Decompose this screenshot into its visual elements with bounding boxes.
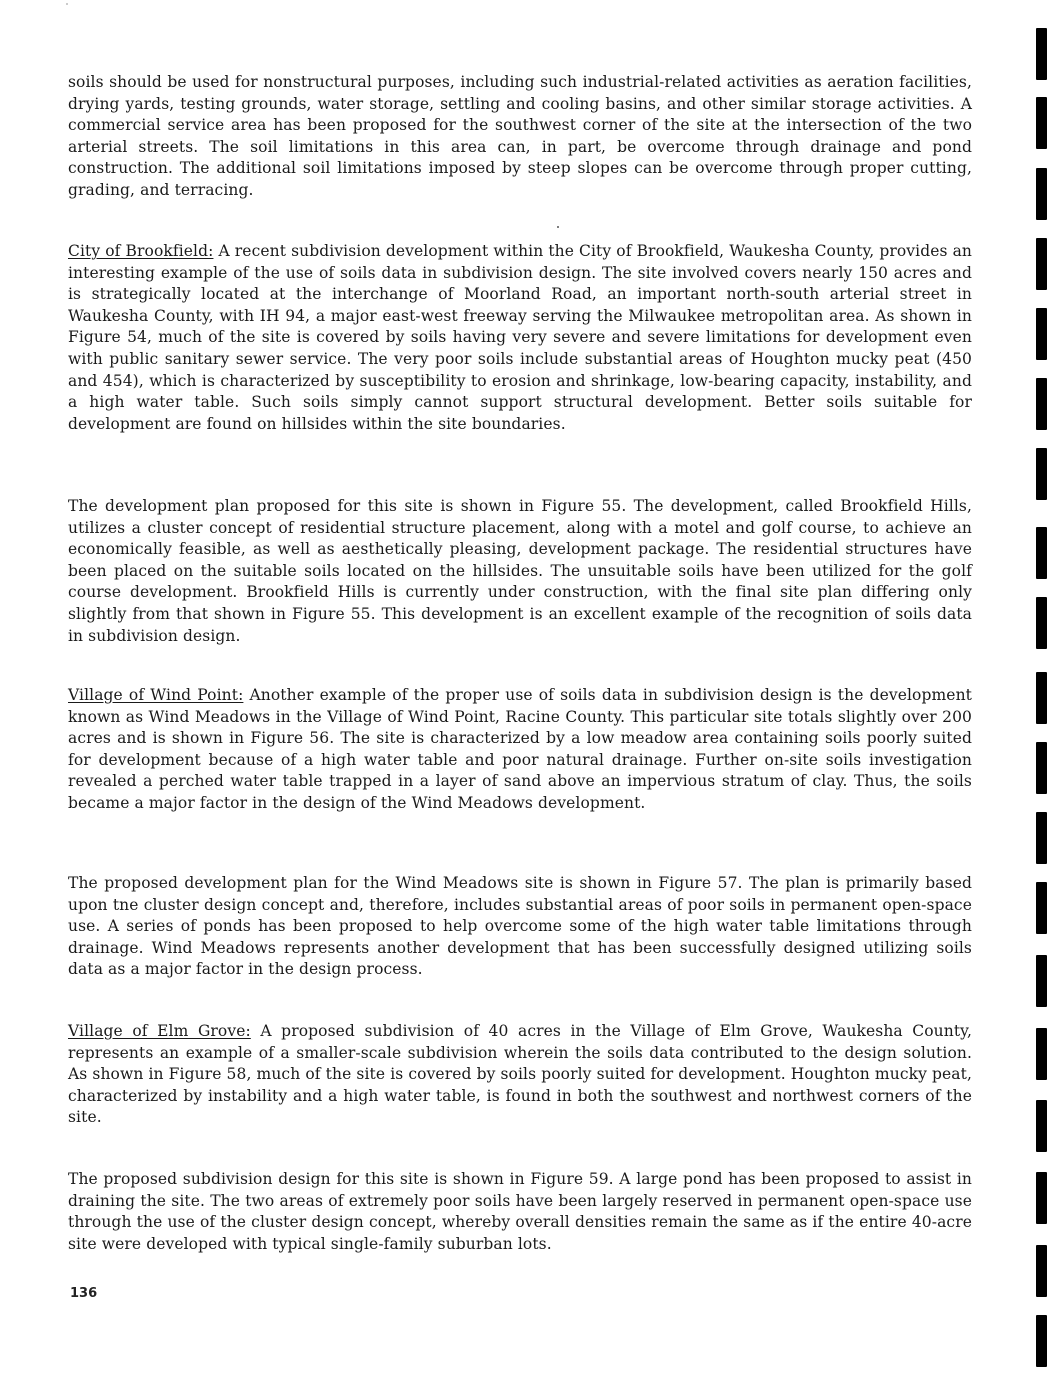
section-heading-brookfield: City of Brookfield:: [68, 242, 214, 260]
paragraph-text: A proposed subdivision of 40 acres in the Village of Elm Grove, Waukesha County, represents an example of a smaller-scale subdivision wherein the soils data contributed to the design solution. As shown in Figure 58, much of the site is covered by soils poorly suited for development. Houghton mucky peat, characterized by instability and a high water table, is found in both the southwest and northwest corners of the site.: [68, 1022, 973, 1127]
edge-mark: [1036, 672, 1047, 724]
edge-mark: [1036, 448, 1047, 500]
edge-mark: [1036, 1245, 1047, 1297]
paragraph-elm-grove: [68, 1021, 972, 1129]
edge-mark: [1036, 238, 1047, 290]
edge-mark: [1036, 1315, 1047, 1367]
edge-mark: [1036, 378, 1047, 430]
paragraph-intro: [68, 72, 972, 202]
edge-mark: [1036, 527, 1047, 579]
paragraph-text: soils should be used for nonstructural purposes, including such industrial-related activities as aeration facilities, drying yards, testing grounds, water storage, settling and cooling basins, and other similar storage activities. A commercial service area has been proposed for the southwest corner of the site at the intersection of the two arterial streets. The soil limitations in this area can, in part, be overcome through drainage and pond construction. The additional soil limitations imposed by steep slopes can be overcome through proper cutting, grading, and terracing.: [68, 73, 972, 199]
paragraph-brookfield: [68, 241, 972, 435]
section-heading-wind-point: Village of Wind Point:: [68, 686, 244, 704]
section-heading-elm-grove: Village of Elm Grove:: [68, 1022, 251, 1040]
paragraph-text: The proposed subdivision design for this site is shown in Figure 59. A large pond has been proposed to assist in draining the site. The two areas of extremely poor soils have been largely reserved in permanent open-space use through the use of the cluster design concept, whereby overall densities remain the same as if the entire 40-acre site were developed with typical single-family suburban lots.: [68, 1170, 972, 1253]
edge-mark: [1036, 812, 1047, 864]
edge-mark: [1036, 1172, 1047, 1224]
edge-mark: [1036, 955, 1047, 1007]
paragraph-wind-point: [68, 685, 972, 815]
edge-mark: [1036, 742, 1047, 794]
paragraph-brookfield-plan: [68, 496, 972, 647]
page-number: 136: [70, 1286, 98, 1301]
paragraph-elm-grove-plan: [68, 1169, 972, 1255]
paragraph-text: The proposed development plan for the Wind Meadows site is shown in Figure 57. The plan is primarily based upon tne cluster design concept and, therefore, includes substantial areas of poor soils in permanent open-space use. A series of ponds has been proposed to help overcome some of the high water table limitations through drainage. Wind Meadows represents another development that has been successfully designed utilizing soils data as a major factor in the design process.: [68, 874, 972, 979]
paragraph-text: A recent subdivision development within the City of Brookfield, Waukesha County, provides an interesting example of the use of soils data in subdivision design. The site involved covers nearly 150 acres and is strategically located at the interchange of Moorland Road, an important north-south arterial street in Waukesha County, with IH 94, a major east-west freeway serving the Milwaukee metropolitan area. As shown in Figure 54, much of the site is covered by soils having very severe and severe limitations for development even with public sanitary sewer service. The very poor soils include substantial areas of Houghton mucky peat (450 and 454), which is characterized by susceptibility to erosion and shrinkage, low-bearing capacity, instability, and a high water table. Such soils simply cannot support structural development. Better soils suitable for development are found on hillsides within the site boundaries.: [68, 242, 973, 433]
scan-speck: [557, 226, 559, 228]
paragraph-text: Another example of the proper use of soils data in subdivision design is the development known as Wind Meadows in the Village of Wind Point, Racine County. This particular site totals slightly over 200 acres and is shown in Figure 56. The site is characterized by a low meadow area containing soils poorly suited for development because of a high water table and poor natural drainage. Further on-site soils investigation revealed a perched water table trapped in a layer of sand above an impervious stratum of clay. Thus, the soils became a major factor in the design of the Wind Meadows development.: [68, 686, 972, 812]
edge-mark: [1036, 97, 1047, 149]
paragraph-wind-point-plan: [68, 873, 972, 981]
edge-mark: [1036, 882, 1047, 934]
edge-mark: [1036, 597, 1047, 649]
edge-mark: [1036, 168, 1047, 220]
edge-mark: [1036, 308, 1047, 360]
paragraph-text: The development plan proposed for this site is shown in Figure 55. The development, called Brookfield Hills, utilizes a cluster concept of residential structure placement, along with a motel and golf course, to achieve an economically feasible, as well as aesthetically pleasing, development package. The residential structures have been placed on the suitable soils located on the hillsides. The unsuitable soils have been utilized for the golf course development. Brookfield Hills is currently under construction, with the final site plan differing only slightly from that shown in Figure 55. This development is an excellent example of the recognition of soils data in subdivision design.: [68, 497, 972, 645]
edge-mark: [1036, 1100, 1047, 1152]
scan-speck: [66, 3, 68, 5]
edge-mark: [1036, 1028, 1047, 1080]
edge-mark: [1036, 28, 1047, 80]
